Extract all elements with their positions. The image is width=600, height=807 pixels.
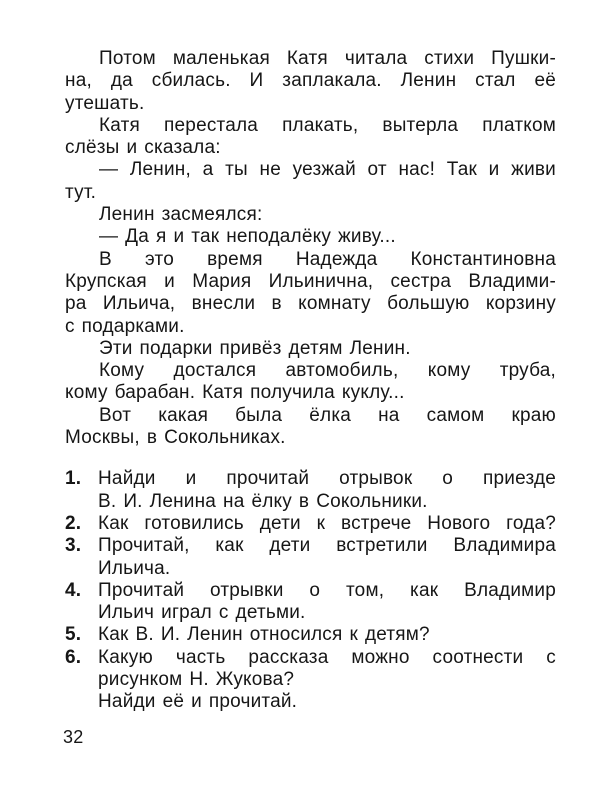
story-line: утешать. — [65, 92, 145, 114]
story-line: тут. — [65, 181, 97, 203]
question-body — [98, 580, 556, 625]
question-number: 1. — [65, 468, 82, 490]
question-body — [98, 468, 556, 513]
question-line: Прочитай отрывки о том, как Владимир — [98, 579, 556, 601]
question-line: Найди её и прочитай. — [98, 691, 298, 713]
story-line: слёзы и сказала: — [65, 137, 221, 159]
question-line: Как В. И. Ленин относился к детям? — [98, 624, 430, 646]
question-number: 4. — [65, 579, 82, 601]
question-line: Ильича. — [98, 557, 171, 579]
question-number: 3. — [65, 535, 82, 557]
text-block — [65, 48, 556, 714]
question-body — [98, 647, 556, 714]
question-line: В. И. Ленина на ёлку в Сокольники. — [98, 490, 428, 512]
question-item — [65, 647, 556, 714]
story-line: ра Ильича, внесли в комнату большую корзину — [65, 293, 556, 315]
story-line: Потом маленькая Катя читала стихи Пушки- — [99, 48, 556, 69]
question-body — [98, 535, 556, 580]
question-line: Какую часть рассказа можно соотнести с — [98, 646, 556, 668]
story-paragraph — [65, 115, 556, 160]
story-paragraph — [65, 226, 556, 248]
question-number: 2. — [65, 512, 82, 534]
story-paragraph — [65, 48, 556, 115]
question-body — [98, 513, 556, 535]
story-line: — Да я и так неподалёку живу... — [99, 226, 396, 248]
question-item — [65, 535, 556, 580]
story-paragraph — [65, 159, 556, 204]
question-number: 6. — [65, 646, 82, 668]
story-line: на, да сбилась. И заплакала. Ленин стал её — [65, 70, 556, 92]
story-paragraph — [65, 338, 556, 360]
story-line: Вот какая была ёлка на самом краю — [99, 404, 556, 426]
story-paragraph — [65, 360, 556, 405]
question-line: Ильич играл с детьми. — [98, 602, 306, 624]
story-paragraph — [65, 204, 556, 226]
question-item — [65, 624, 556, 646]
story — [65, 48, 556, 449]
story-line: В это время Надежда Константиновна — [99, 248, 556, 270]
story-line: Крупская и Мария Ильинична, сестра Владими- — [65, 270, 556, 292]
story-line: Катя перестала плакать, вытерла платком — [99, 114, 556, 136]
question-line: Как готовились дети к встрече Нового года? — [98, 512, 556, 534]
question-item — [65, 468, 556, 513]
story-line: кому барабан. Катя получила куклу... — [65, 382, 405, 404]
story-paragraph — [65, 249, 556, 338]
story-line: с подарками. — [65, 315, 185, 337]
question-line: рисунком Н. Жукова? — [98, 669, 295, 691]
question-item — [65, 580, 556, 625]
question-body — [98, 624, 556, 646]
story-line: Ленин засмеялся: — [99, 204, 263, 226]
question-line: Найди и прочитай отрывок о приезде — [98, 468, 556, 490]
story-paragraph — [65, 405, 556, 450]
question-number: 5. — [65, 624, 82, 646]
story-line: Кому достался автомобиль, кому труба, — [99, 360, 556, 382]
question-line: Прочитай, как дети встретили Владимира — [98, 535, 556, 557]
story-line: Эти подарки привёз детям Ленин. — [99, 337, 411, 359]
story-line: Москвы, в Сокольниках. — [65, 427, 286, 449]
page-number: 32 — [63, 727, 84, 747]
story-line: — Ленин, а ты не уезжай от нас! Так и живи — [99, 159, 556, 181]
questions-list — [65, 468, 556, 713]
question-item — [65, 513, 556, 535]
